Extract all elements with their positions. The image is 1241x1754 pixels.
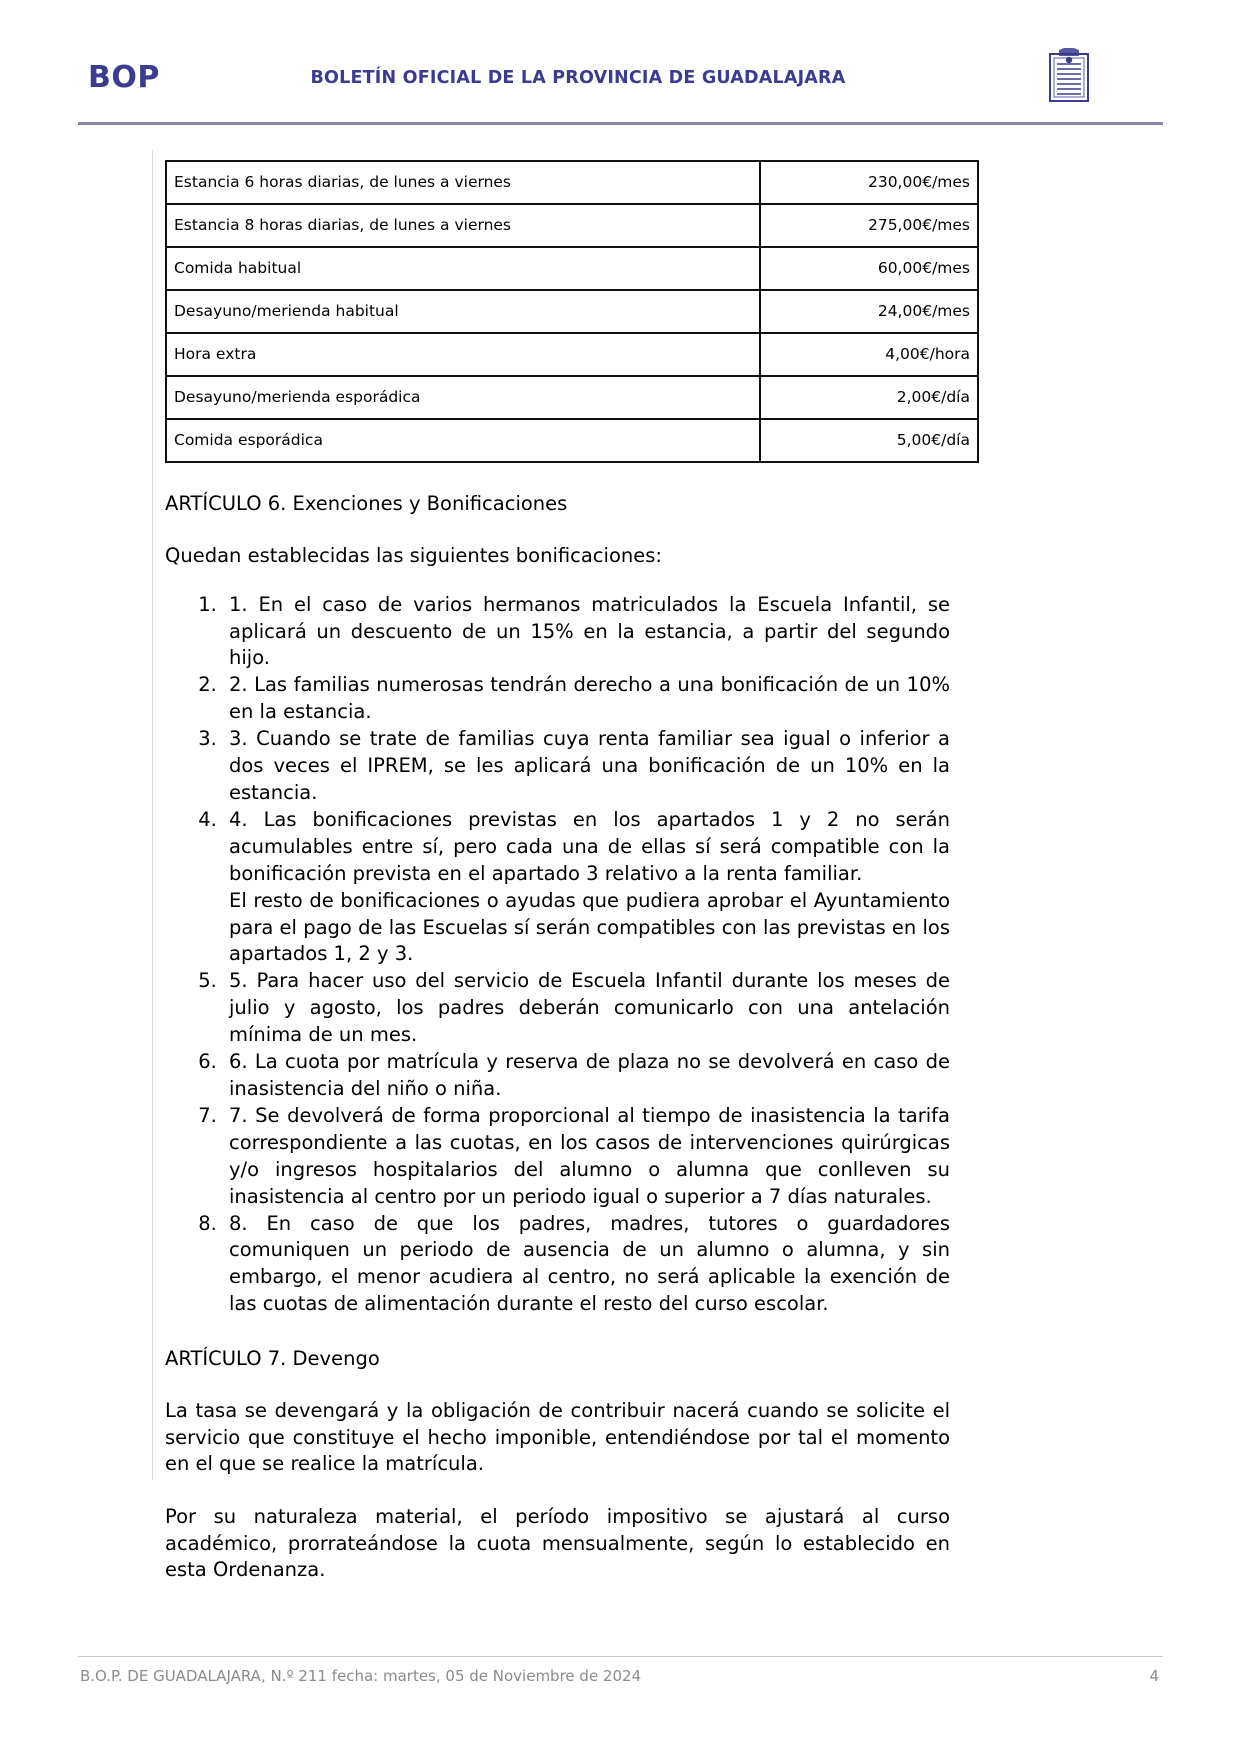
fee-concept: Estancia 8 horas diarias, de lunes a viernes <box>166 204 760 247</box>
footer-divider <box>78 1656 1163 1657</box>
fee-table <box>165 160 979 463</box>
table-row <box>166 161 978 204</box>
table-row <box>166 376 978 419</box>
list-item-text: 4. Las bonificaciones previstas en los apartados 1 y 2 no serán acumulables entre sí, pero cada una de ellas sí será compatible con la bonificación prevista en el apartado 3 relativo a la renta familiar. <box>229 807 950 885</box>
list-item-text: 8. En caso de que los padres, madres, tutores o guardadores comuniquen un periodo de ausencia de un alumno o alumna, y sin embargo, el menor acudiera al centro, no será aplicable la exención de las cuotas de alimentación durante el resto del curso escolar. <box>229 1211 950 1316</box>
list-item <box>223 1211 950 1319</box>
fee-price: 230,00€/mes <box>760 161 978 204</box>
article-7-heading: ARTÍCULO 7. Devengo <box>165 1347 380 1371</box>
table-row <box>166 290 978 333</box>
fee-concept: Desayuno/merienda habitual <box>166 290 760 333</box>
fee-concept: Hora extra <box>166 333 760 376</box>
article-7-paragraph-2: Por su naturaleza material, el período impositivo se ajustará al curso académico, prorrateándose la cuota mensualmente, según lo establecido en esta Ordenanza. <box>165 1505 950 1582</box>
page-number: 4 <box>1149 1667 1159 1685</box>
bonifications-intro: Quedan establecidas las siguientes bonificaciones: <box>165 544 662 568</box>
fee-concept: Desayuno/merienda esporádica <box>166 376 760 419</box>
list-item <box>223 1103 950 1211</box>
fee-concept: Comida habitual <box>166 247 760 290</box>
list-item <box>223 726 950 807</box>
list-item <box>223 1049 950 1103</box>
article-6-heading: ARTÍCULO 6. Exenciones y Bonificaciones <box>165 492 568 515</box>
fee-concept: Comida esporádica <box>166 419 760 462</box>
list-item-extra-text: El resto de bonificaciones o ayudas que pudiera aprobar el Ayuntamiento para el pago de las Escuelas sí serán compatibles con las previstas en los apartados 1, 2 y 3. <box>229 888 950 966</box>
table-row <box>166 419 978 462</box>
list-item-text: 6. La cuota por matrícula y reserva de plaza no se devolverá en caso de inasistencia del niño o niña. <box>229 1050 950 1100</box>
header-divider <box>78 122 1163 125</box>
list-item-text: 5. Para hacer uso del servicio de Escuela Infantil durante los meses de julio y agosto, los padres deberán comunicarlo con una antelación mínima de un mes. <box>229 969 950 1047</box>
fee-price: 2,00€/día <box>760 376 978 419</box>
list-item <box>223 968 950 1049</box>
table-row <box>166 247 978 290</box>
bulletin-title: BOLETÍN OFICIAL DE LA PROVINCIA DE GUADALAJARA <box>310 68 846 88</box>
left-margin-rule <box>152 150 153 1480</box>
table-row <box>166 333 978 376</box>
list-item <box>223 592 950 673</box>
fee-price: 60,00€/mes <box>760 247 978 290</box>
fee-price: 275,00€/mes <box>760 204 978 247</box>
article-7-paragraph-1: La tasa se devengará y la obligación de contribuir nacerá cuando se solicite el servicio que constituye el hecho imponible, entendiéndose por tal el momento en el que se realice la matrícula. <box>165 1399 950 1476</box>
list-item-text: 2. Las familias numerosas tendrán derecho a una bonificación de un 10% en la estancia. <box>229 673 950 724</box>
bonifications-list <box>165 592 950 1318</box>
page-footer <box>78 1665 1163 1695</box>
list-item-text: 3. Cuando se trate de familias cuya renta familiar sea igual o inferior a dos veces el IPREM, se les aplicará una bonificación de un 10% en la estancia. <box>229 727 950 804</box>
fee-concept: Estancia 6 horas diarias, de lunes a viernes <box>166 161 760 204</box>
coat-of-arms-icon <box>1047 48 1091 106</box>
bop-logo: BOP <box>88 60 160 95</box>
list-item <box>223 672 950 726</box>
table-row <box>166 204 978 247</box>
page-header <box>78 52 1163 124</box>
fee-price: 5,00€/día <box>760 419 978 462</box>
list-item <box>223 807 950 968</box>
fee-table-body <box>166 161 978 462</box>
list-item-text: 1. En el caso de varios hermanos matriculados la Escuela Infantil, se aplicará un descuento de un 15% en la estancia, a partir del segundo hijo. <box>229 592 950 670</box>
fee-price: 24,00€/mes <box>760 290 978 333</box>
page-content <box>165 160 970 1583</box>
list-item-text: 7. Se devolverá de forma proporcional al tiempo de inasistencia la tarifa correspondiente a las cuotas, en los casos de intervenciones quirúrgicas y/o ingresos hospitalarios del alumno o alumna que conlleven su inasistencia al centro por un periodo igual o superior a 7 días naturales. <box>229 1103 950 1208</box>
footer-reference: B.O.P. DE GUADALAJARA, N.º 211 fecha: martes, 05 de Noviembre de 2024 <box>80 1667 642 1685</box>
fee-price: 4,00€/hora <box>760 333 978 376</box>
